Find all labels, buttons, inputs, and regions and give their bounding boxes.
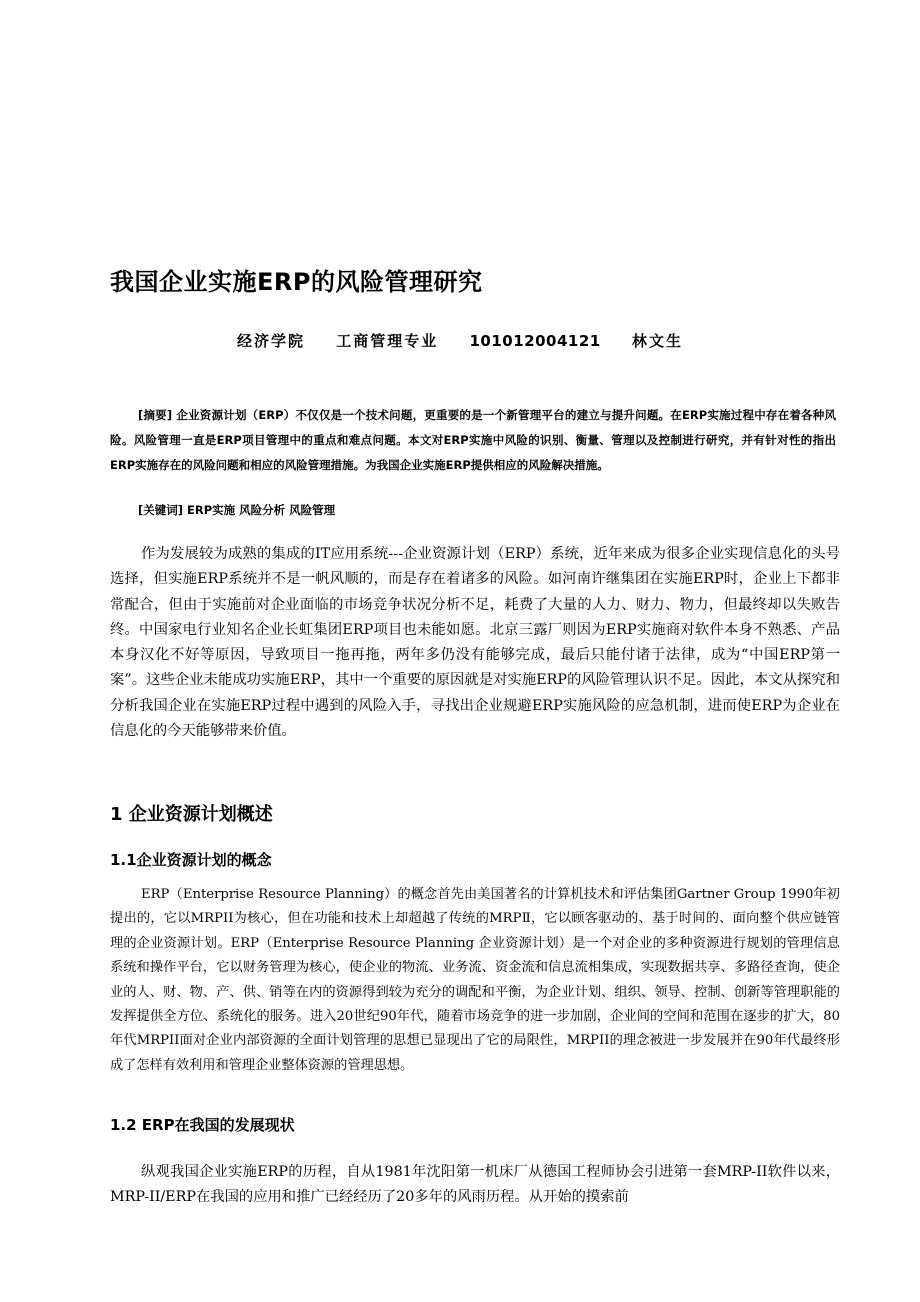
abstract: [110, 403, 836, 479]
author-student-id: 101012004121: [469, 332, 601, 350]
subsection-heading-1-2: 1.2 ERP在我国的发展现状: [110, 1116, 295, 1134]
paper-title: 我国企业实施ERP的风险管理研究: [110, 268, 483, 296]
section-heading-1: 1 企业资源计划概述: [110, 804, 273, 825]
intro-paragraph: 作为发展较为成熟的集成的IT应用系统---企业资源计划（ERP）系统，近年来成为很多企业实现信息化的头号选择，但实施ERP系统并不是一帆风顺的，而是存在着诸多的风险。如河南许继集团在实施ERP时，企业上下都非常配合，但由于实施前对企业面临的市场竞争状况分析不足，耗费了大量的人力、财力、物力，但最终却以失败告终。中国家电行业知名企业长虹集团ERP项目也未能如愿。北京三露厂则因为ERP实施商对软件本身不熟悉、产品本身汉化不好等原因，导致项目一拖再拖，两年多仍没有能够完成，最后只能付诸于法律，成为“中国ERP第一案”。这些企业未能成功实施ERP，其中一个重要的原因就是对实施ERP的风险管理认识不足。因此，本文从探究和分析我国企业在实施ERP过程中遇到的风险入手，寻找出企业规避ERP实施风险的应急机制，进而使ERP为企业在信息化的今天能够带来价值。: [110, 546, 840, 740]
keywords-label: [关键词]: [138, 503, 184, 517]
subsection-heading-1-1: 1.1企业资源计划的概念: [110, 851, 272, 869]
author-major: 工商管理专业: [336, 332, 439, 350]
abstract-label: [摘要]: [138, 408, 173, 422]
author-name: 林文生: [631, 332, 683, 350]
author-line: [0, 330, 920, 351]
abstract-text: 企业资源计划（ERP）不仅仅是一个技术问题，更重要的是一个新管理平台的建立与提升问题。在ERP实施过程中存在着各种风险。风险管理一直是ERP项目管理中的重点和难点问题。本文对ERP实施中风险的识别、衡量、管理以及控制进行研究，并有针对性的指出ERP实施存在的风险问题和相应的风险管理措施。为我国企业实施ERP提供相应的风险解决措施。: [110, 408, 836, 473]
keywords: [138, 498, 335, 523]
keywords-text: ERP实施 风险分析 风险管理: [187, 503, 336, 517]
subsection-1-2-paragraph: 纵观我国企业实施ERP的历程，自从1981年沈阳第一机床厂从德国工程师协会引进第一套MRP-II软件以来，MRP-II/ERP在我国的应用和推广已经经历了20多年的风雨历程。从开始的摸索前: [110, 1164, 840, 1206]
author-school: 经济学院: [237, 332, 306, 350]
subsection-1-1-paragraph: ERP（Enterprise Resource Planning）的概念首先由美国著名的计算机技术和评估集团Gartner Group 1990年初提出的，它以MRPII为核心，但在功能和技术上却超越了传统的MRPⅡ，它以顾客驱动的、基于时间的、面向整个供应链管理的企业资源计划。ERP（Enterprise Resource Planning 企业资源计划）是一个对企业的多种资源进行规划的管理信息系统和操作平台，它以财务管理为核心，使企业的物流、业务流、资金流和信息流相集成，实现数据共享、多路径查询，使企业的人、财、物、产、供、销等在内的资源得到较为充分的调配和平衡，为企业计划、组织、领导、控制、创新等管理职能的发挥提供全方位、系统化的服务。进入20世纪90年代，随着市场竞争的进一步加剧，企业间的空间和范围在逐步的扩大，80年代MRPII面对企业内部资源的全面计划管理的思想已显现出了它的局限性，MRPII的理念被进一步发展并在90年代最终形成了怎样有效利用和管理企业整体资源的管理思想。: [110, 887, 840, 1073]
